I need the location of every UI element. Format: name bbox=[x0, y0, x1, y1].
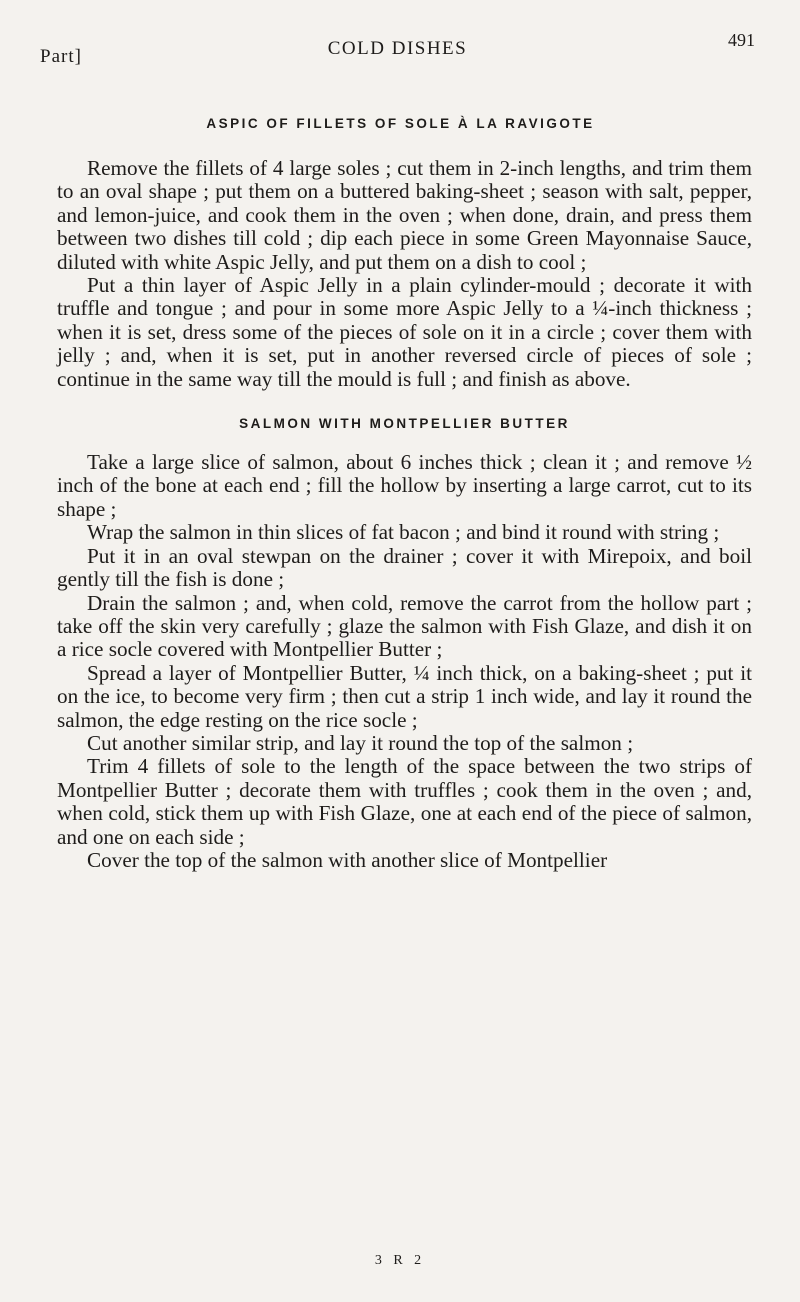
paragraph-salmon-2: Wrap the salmon in thin slices of fat bacon ; and bind it round with string ; bbox=[87, 520, 720, 545]
running-title: COLD DISHES bbox=[327, 38, 468, 59]
paragraph-salmon-6: Cut another similar strip, and lay it round the top of the salmon ; bbox=[87, 730, 634, 755]
paragraph-salmon-8: Cover the top of the salmon with another slice of Montpellier bbox=[87, 847, 608, 872]
page-header bbox=[40, 30, 755, 67]
part-label: Part] bbox=[40, 46, 82, 67]
paragraph-aspic-1: Remove the fillets of 4 large soles ; cut them in 2-inch lengths, and trim them to an oval shape ; put them on a buttered baking-sheet ; season with salt, pepper, and lemon-juice, and cook them in the oven ; when done, drain, and press them between two dishes till cold ; dip each piece in some Green Mayonnaise Sauce, diluted with white Aspic Jelly, and put them on a dish to cool ; bbox=[57, 156, 752, 274]
paragraph-salmon-5: Spread a layer of Montpellier Butter, ¼ inch thick, on a baking-sheet ; put it on the ice, to become very firm ; then cut a strip 1 inch wide, and lay it round the salmon, the edge resting on the rice socle ; bbox=[57, 660, 752, 732]
section-heading-aspic: ASPIC OF FILLETS OF SOLE À LA RAVIGOTE bbox=[206, 116, 595, 131]
signature-mark: 3 R 2 bbox=[374, 1253, 426, 1268]
section-heading-salmon: SALMON WITH MONTPELLIER BUTTER bbox=[239, 416, 570, 432]
paragraph-aspic-2: Put a thin layer of Aspic Jelly in a plain cylinder-mould ; decorate it with truffle and tongue ; and pour in some more Aspic Jelly to a ¼-inch thickness ; when it is set, dress some of the pieces of sole on it in a circle ; cover them with jelly ; and, when it is set, put in another reversed circle of pieces of sole ; continue in the same way till the mould is full ; and finish as above. bbox=[57, 273, 752, 391]
paragraph-salmon-7: Trim 4 fillets of sole to the length of the space between the two strips of Montpellier Butter ; decorate them with truffles ; cook them in the oven ; and, when cold, stick them up with Fish Glaze, one at each end of the piece of salmon, and one on each side ; bbox=[57, 754, 752, 849]
paragraph-salmon-4: Drain the salmon ; and, when cold, remove the carrot from the hollow part ; take off the skin very carefully ; glaze the salmon with Fish Glaze, and dish it on a rice socle covered with Montpellier Butter ; bbox=[57, 590, 752, 662]
paragraph-salmon-1: Take a large slice of salmon, about 6 inches thick ; clean it ; and remove ½ inch of the bone at each end ; fill the hollow by inserting a large carrot, cut to its shape ; bbox=[57, 450, 752, 521]
page-body bbox=[57, 115, 752, 872]
paragraph-salmon-3: Put it in an oval stewpan on the drainer ; cover it with Mirepoix, and boil gently till the fish is done ; bbox=[57, 543, 752, 592]
page-number: 491 bbox=[728, 30, 755, 50]
